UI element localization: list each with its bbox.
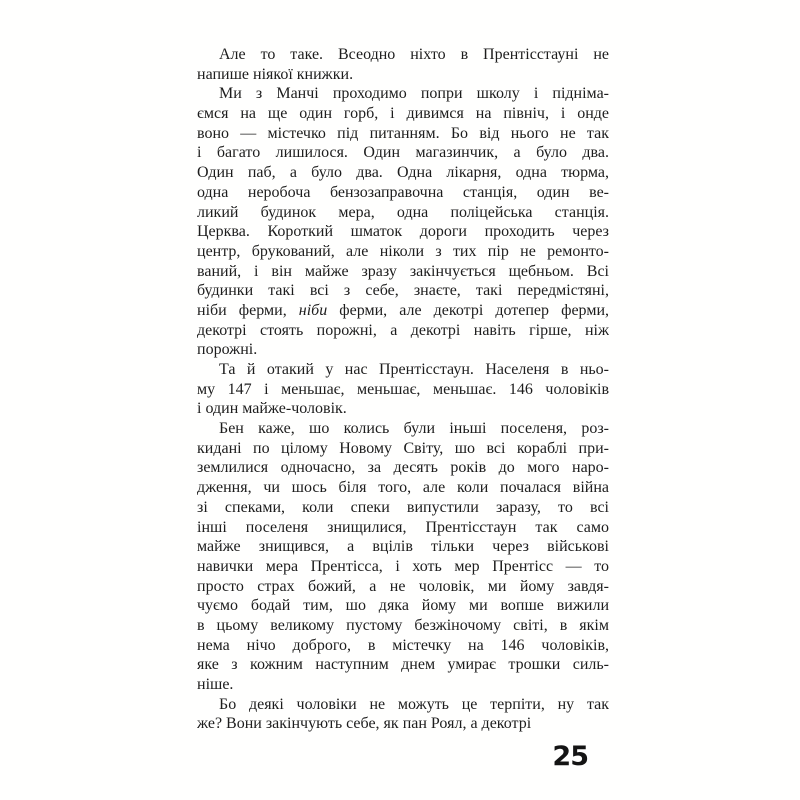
text-line: землилися одночасно, за десять років до мого наро- bbox=[197, 459, 609, 477]
text-line: і багато лишилося. Один магазинчик, а було два. bbox=[197, 144, 609, 162]
text-line: ніше. bbox=[197, 676, 234, 693]
paragraph bbox=[197, 695, 609, 734]
text-line: чуємо бодай тим, шо дяка йому ми вопше вижили bbox=[197, 597, 609, 615]
text-segment: ферми, але декотрі дотепер ферми, bbox=[327, 301, 609, 319]
text-line: Церква. Короткий шматок дороги проходить через bbox=[197, 223, 609, 241]
paragraph bbox=[197, 360, 609, 419]
text-line: му 147 і меньшає, меньшає, меньшає. 146 чоловіків bbox=[197, 380, 609, 398]
text-segment: ніби ферми, bbox=[197, 301, 299, 319]
text-line: ємся на ще один горб, і дивимся на північ, і онде bbox=[197, 105, 609, 123]
text-line: будинки такі всі з себе, знаєте, такі передмістяні, bbox=[197, 282, 609, 300]
text-line: декотрі стоять порожні, а декотрі навіть гірше, ніж bbox=[197, 321, 609, 339]
paragraph bbox=[197, 419, 609, 695]
text-line: воно — містечко під питанням. Бо від нього не так bbox=[197, 124, 609, 142]
text-line: ликий будинок мера, одна поліцейська станція. bbox=[197, 203, 609, 221]
text-line: же? Вони закінчують себе, як пан Роял, а декотрі bbox=[197, 715, 532, 733]
text-line: одна неробоча бензозаправочна станція, один ве- bbox=[197, 183, 609, 201]
text-line: в цьому великому пустому безжіночому світі, в якім bbox=[197, 616, 609, 634]
page-number: 25 bbox=[552, 741, 588, 772]
text-line: ваний, і він майже зразу закінчується щебньом. Всі bbox=[197, 262, 609, 280]
text-line: інші поселеня знищилися, Прентісстаун так само bbox=[197, 518, 609, 536]
text-line: Бо деякі чоловіки не можуть це терпіти, ну так bbox=[219, 695, 609, 713]
text-line: яке з кожним наступним днем умирає трошки силь- bbox=[197, 656, 609, 674]
text-line: центр, брукований, але ніколи з тих пір не ремонто- bbox=[197, 242, 609, 260]
text-line: дження, чи шось біля того, але коли почалася війна bbox=[197, 479, 609, 497]
paragraph bbox=[197, 45, 609, 84]
text-line: порожні. bbox=[197, 341, 258, 359]
text-line: Бен каже, шо колись були іньші поселеня, роз- bbox=[219, 420, 609, 438]
text-line: напише ніякої книжки. bbox=[197, 65, 354, 83]
text-line: Ми з Манчі проходимо попри школу і підніма- bbox=[219, 85, 609, 103]
paragraph bbox=[197, 84, 609, 360]
text-line: Але то таке. Всеодно ніхто в Прентісстауні не bbox=[219, 46, 609, 63]
text-line: зі спеками, коли спеки випустили заразу, то всі bbox=[197, 498, 609, 516]
page-text bbox=[197, 45, 609, 734]
text-line: і один майже-чоловік. bbox=[197, 400, 347, 418]
text-line: нема нічо доброго, в містечку на 146 чоловіків, bbox=[197, 636, 609, 654]
text-line: майже знищився, а вцілів тільки через військові bbox=[197, 538, 609, 556]
text-line bbox=[197, 301, 609, 321]
text-line: просто страх божий, а не чоловік, ми йому завдя- bbox=[197, 577, 609, 595]
text-line: навички мера Прентісса, і хоть мер Прентісс — то bbox=[197, 557, 609, 575]
text-line: Та й отакий у нас Прентісстаун. Населеня в ньо- bbox=[219, 361, 609, 378]
text-line: кидані по цілому Новому Світу, шо всі кораблі при- bbox=[197, 439, 609, 457]
text-line: Один паб, а було два. Одна лікарня, одна тюрма, bbox=[197, 164, 609, 182]
italic-text: ніби bbox=[298, 301, 328, 319]
